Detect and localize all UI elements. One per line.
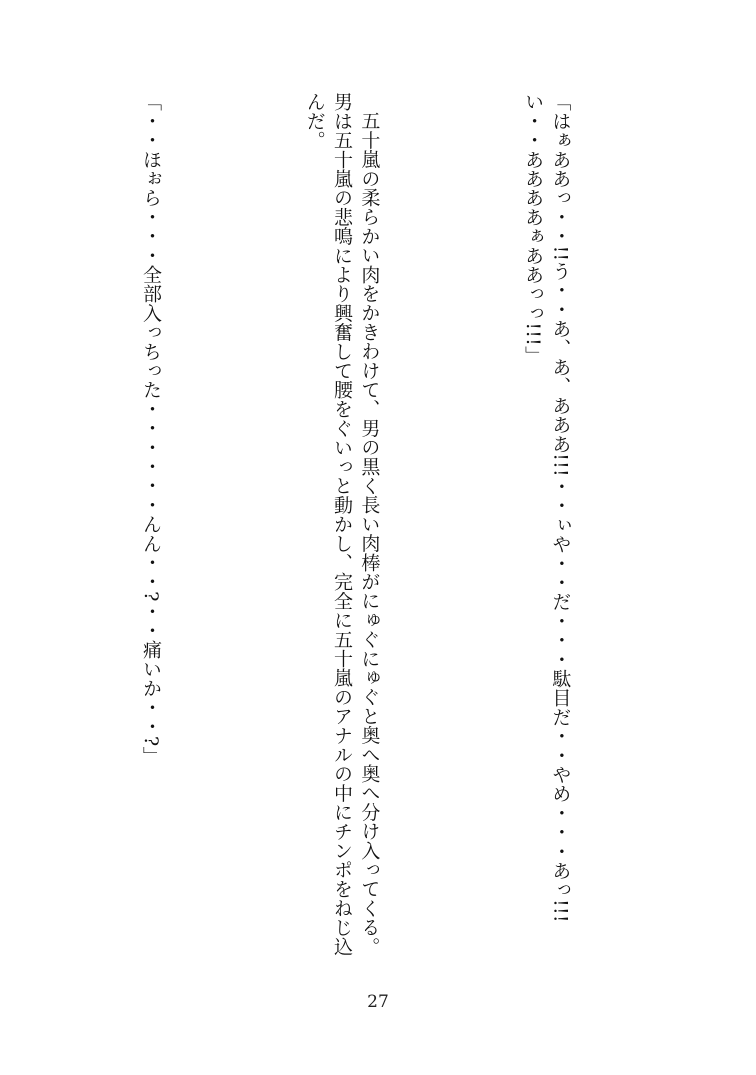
paragraph-gap <box>437 92 464 972</box>
vertical-text-body <box>0 92 628 972</box>
narration-paragraph: 五十嵐の柔らかい肉をかきわけて、男の黒く長い肉棒がにゅぐにゅぐと奥へ奥へ分け入ってくる。男は五十嵐の悲鳴により興奮して腰をぐいっと動かし、完全に五十嵐のアナルの中にチンポをねじ込んだ。 <box>303 92 381 956</box>
paragraph-gap <box>219 92 246 972</box>
page-number: 27 <box>367 992 389 1012</box>
paragraph-gap <box>55 92 82 972</box>
dialogue-paragraph: 「はぁああっ・・!!う・・あ、あ、あああ!!!・・ぃや・・だ・・・駄目だ・・やめ・・・あっ!!!い・・ああああぁああっっ!!!」 <box>522 92 572 923</box>
dialogue-paragraph: 「・・ほぉら・・・全部入っちった・・・・・・んん・・?・・痛いか・・?」 <box>139 92 162 766</box>
